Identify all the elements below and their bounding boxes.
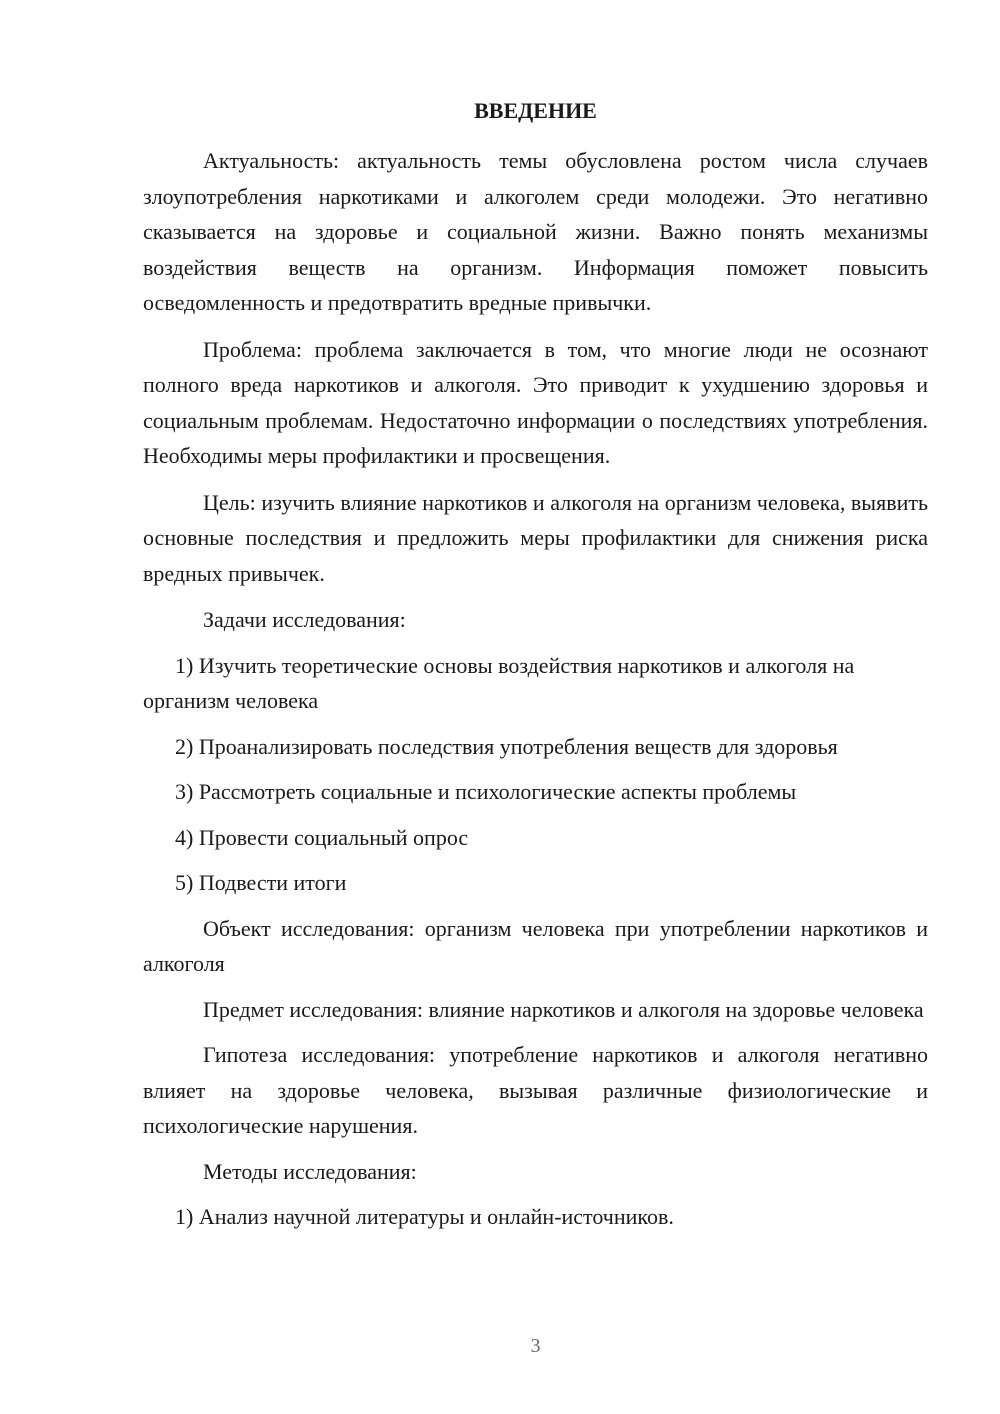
page-number: 3 bbox=[530, 1335, 541, 1357]
methods-heading: Методы исследования: bbox=[203, 1158, 417, 1184]
relevance-paragraph: Актуальность: актуальность темы обусловлена ростом числа случаев злоупотребления наркотиками и алкоголем среди молодежи. Это негативно сказывается на здоровье и социальной жизни. Важно понять механизмы воздействия веществ на организм. Информация поможет повысить осведомленность и предотвратить вредные привычки. bbox=[143, 148, 928, 315]
object-paragraph: Объект исследования: организм человека при употреблении наркотиков и алкоголя bbox=[143, 915, 928, 976]
task-item: 5) Подвести итоги bbox=[175, 870, 347, 895]
document-body bbox=[143, 143, 928, 1235]
task-item: 3) Рассмотреть социальные и психологические аспекты проблемы bbox=[175, 779, 797, 804]
section-title: ВВЕДЕНИЕ bbox=[474, 98, 597, 123]
goal-paragraph: Цель: изучить влияние наркотиков и алкоголя на организм человека, выявить основные последствия и предложить меры профилактики для снижения риска вредных привычек. bbox=[143, 489, 928, 586]
hypothesis-paragraph: Гипотеза исследования: употребление наркотиков и алкоголя негативно влияет на здоровье человека, вызывая различные физиологические и психологические нарушения. bbox=[143, 1042, 928, 1138]
task-item: 2) Проанализировать последствия употребления веществ для здоровья bbox=[175, 733, 838, 759]
task-item: 1) Изучить теоретические основы воздействия наркотиков и алкоголя на организм человека bbox=[143, 652, 855, 713]
tasks-heading: Задачи исследования: bbox=[203, 607, 406, 632]
method-item: 1) Анализ научной литературы и онлайн-источников. bbox=[175, 1204, 674, 1229]
document-page bbox=[143, 0, 928, 1414]
problem-paragraph: Проблема: проблема заключается в том, что многие люди не осознают полного вреда наркотиков и алкоголя. Это приводит к ухудшению здоровья и социальным проблемам. Недостаточно информации о последствиях употребления. Необходимы меры профилактики и просвещения. bbox=[143, 336, 928, 468]
task-item: 4) Провести социальный опрос bbox=[175, 824, 469, 850]
subject-paragraph: Предмет исследования: влияние наркотиков и алкоголя на здоровье человека bbox=[203, 996, 924, 1022]
